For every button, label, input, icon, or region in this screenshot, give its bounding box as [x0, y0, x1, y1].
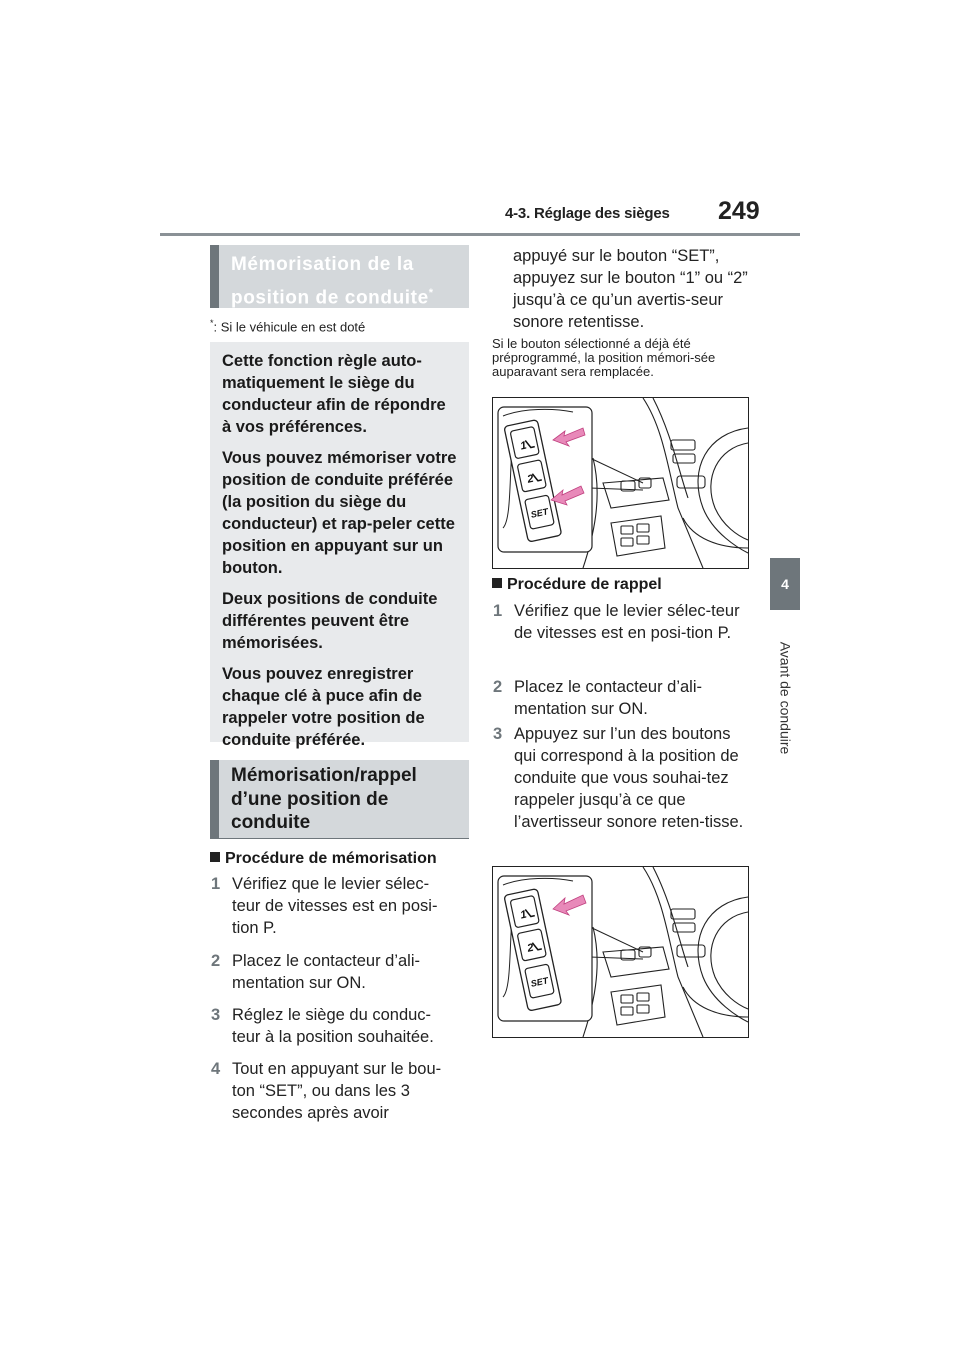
step-text: Tout en appuyant sur le bou-ton “SET”, ou dans les 3 secondes après avoir	[232, 1060, 442, 1122]
chapter-tab: 4	[770, 558, 800, 610]
step-number: 1	[211, 875, 221, 893]
section-title-line2: position de conduite	[231, 287, 429, 309]
step-number: 4	[211, 1060, 221, 1078]
step-text: Vérifiez que le levier sélec-teur de vitesses est en posi-tion P.	[232, 875, 438, 937]
intro-box	[210, 342, 469, 749]
square-bullet-icon	[492, 578, 502, 588]
recall-step-1	[493, 600, 753, 644]
footnote-text: : Si le véhicule en est doté	[213, 319, 366, 335]
recall-step-3	[493, 723, 753, 833]
memo-note: Si le bouton sélectionné a déjà été préprogrammé, la position mémori-sée auparavant sera remplacée.	[492, 336, 716, 379]
step-number: 3	[211, 1006, 221, 1024]
step-number: 2	[493, 678, 503, 696]
button-2-label: 2	[526, 941, 535, 955]
memo-step-2	[211, 950, 456, 994]
step-text: Appuyez sur l’un des boutons qui correspond à la position de conduite que vous souhai-tez rappeler jusqu’à ce que l’avertisseur sonore reten-tisse.	[514, 725, 744, 831]
recall-step-2	[493, 676, 753, 720]
figure-illustration	[493, 867, 748, 1037]
step-text: Placez le contacteur d’ali-mentation sur ON.	[514, 678, 703, 718]
step-number: 2	[211, 952, 221, 970]
section-title-text	[231, 251, 434, 312]
section-title-rappel	[210, 760, 469, 838]
button-2-label: 2	[526, 472, 535, 486]
header-rule	[160, 233, 800, 236]
recall-procedure-title: Procédure de rappel	[507, 576, 662, 593]
step-text: Vérifiez que le levier sélec-teur de vitesses est en posi-tion P.	[514, 602, 740, 642]
step-text: appuyé sur le bouton “SET”, appuyez sur le bouton “1” ou “2” jusqu’à ce qu’un avertis-seur sonore retentisse.	[513, 247, 748, 331]
memo-procedure-title: Procédure de mémorisation	[225, 850, 437, 867]
intro-paragraph: Vous pouvez mémoriser votre position de conduite préférée (la position du siège du conducteur) et rap-peler cette position en appuyant sur un bouton.	[222, 449, 457, 577]
section-title-rappel-text: Mémorisation/rappel d’une position de conduite	[231, 765, 417, 833]
step-number: 1	[493, 602, 503, 620]
chapter-label	[770, 618, 800, 778]
intro-paragraph: Vous pouvez enregistrer chaque clé à puce afin de rappeler votre position de conduite préférée.	[222, 665, 425, 749]
button-1-label: 1	[519, 908, 528, 922]
section-title-memorisation	[210, 245, 469, 308]
button-set-label: SET	[529, 975, 550, 989]
memo-step-3	[211, 1004, 456, 1048]
footnote	[210, 318, 365, 334]
page-number: 249	[718, 197, 760, 225]
section-header: 4-3. Réglage des sièges	[505, 205, 670, 222]
seat-memory-buttons-figure	[492, 397, 749, 569]
recall-procedure-heading	[492, 576, 662, 594]
memo-step-1	[211, 873, 456, 939]
footnote-mark: *	[210, 318, 214, 328]
button-set-label: SET	[529, 506, 550, 520]
intro-paragraph: Deux positions de conduite différentes peuvent être mémorisées.	[222, 590, 438, 652]
memo-procedure-heading	[210, 850, 437, 868]
step-text: Réglez le siège du conduc-teur à la position souhaitée.	[232, 1006, 434, 1046]
button-1-label: 1	[519, 439, 528, 453]
memo-step-4-continued	[492, 245, 752, 333]
memo-step-4	[211, 1058, 456, 1124]
seat-recall-buttons-figure	[492, 866, 749, 1038]
step-number: 3	[493, 725, 503, 743]
section-title-line1: Mémorisation de la	[231, 254, 414, 275]
step-text: Placez le contacteur d’ali-mentation sur ON.	[232, 952, 421, 992]
chapter-label-text: Avant de conduire	[777, 641, 794, 755]
section-title-mark: *	[428, 287, 434, 299]
figure-illustration	[493, 398, 748, 568]
square-bullet-icon	[210, 852, 220, 862]
section-rule	[210, 838, 469, 839]
intro-paragraph: Cette fonction règle auto-matiquement le siège du conducteur afin de répondre à vos préférences.	[222, 352, 446, 436]
